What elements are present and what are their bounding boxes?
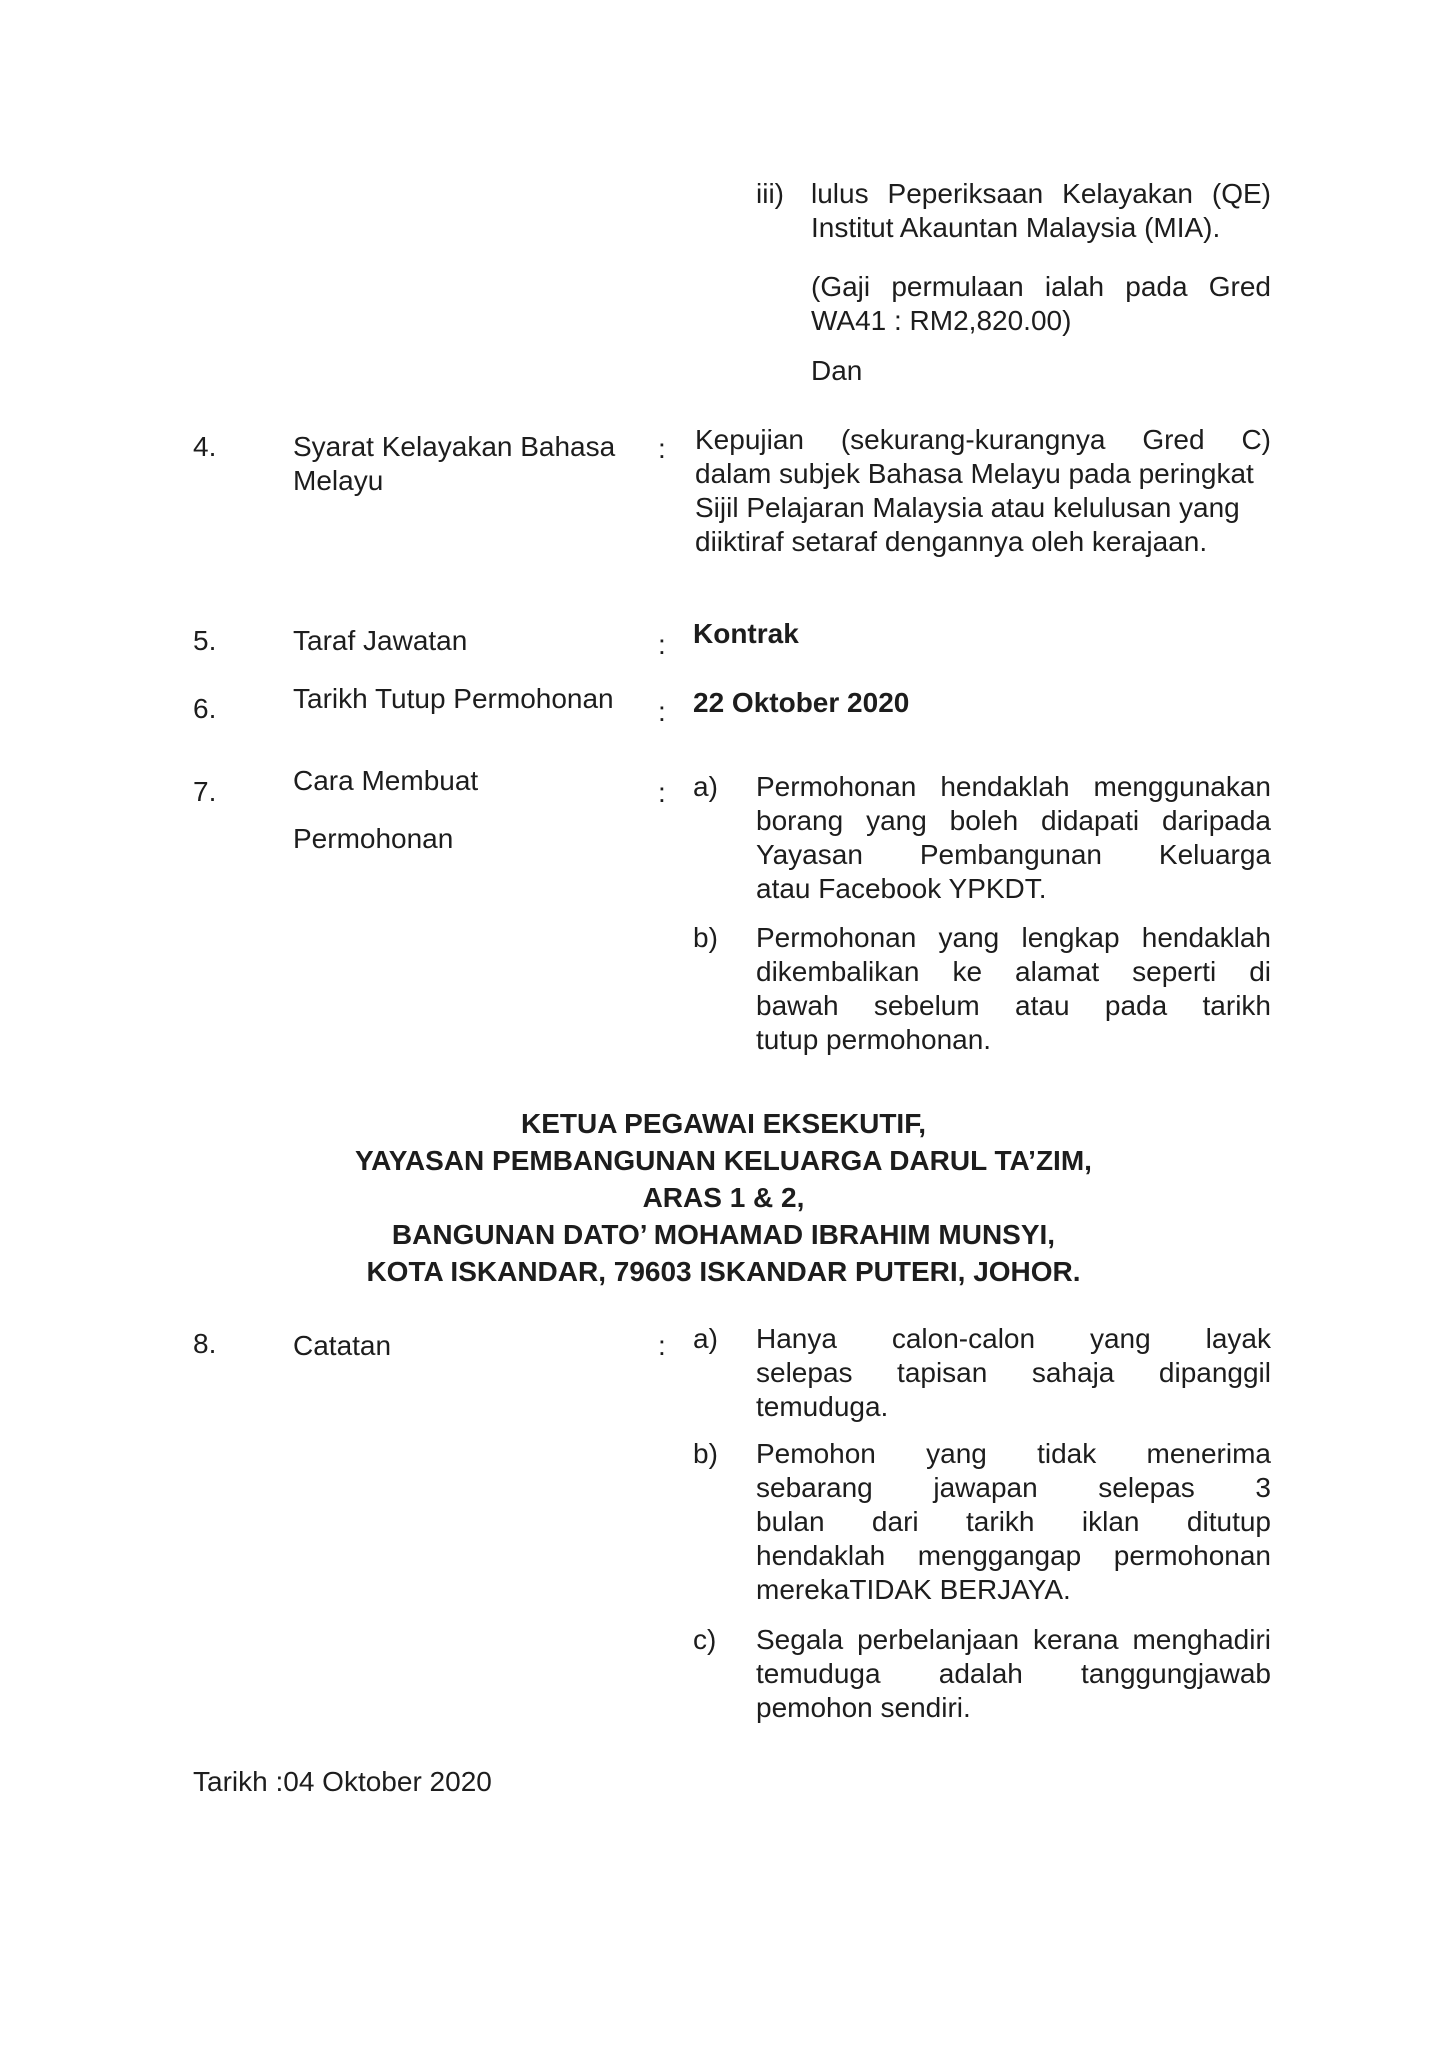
item-8c-line-3: pemohon sendiri.	[756, 1692, 971, 1723]
date-line: Tarikh :04 Oktober 2020	[193, 1766, 492, 1797]
item-7a-marker: a)	[693, 771, 718, 802]
item-7a-line-2: borang yang boleh didapati daripada	[756, 805, 1271, 836]
item-7-colon: :	[658, 777, 666, 808]
item-8a-line-1: Hanya calon-calon yang layak	[756, 1323, 1271, 1354]
item-5-value: Kontrak	[693, 618, 799, 649]
item-4-colon: :	[658, 433, 666, 464]
item-8-number: 8.	[193, 1328, 217, 1359]
item-7-label-line-1: Cara Membuat	[293, 765, 479, 796]
item-8b-line-5: merekaTIDAK BERJAYA.	[756, 1574, 1071, 1605]
item-7a-line-4: atau Facebook YPKDT.	[756, 873, 1047, 904]
salary-line-2: WA41 : RM2,820.00)	[811, 305, 1072, 336]
address-line-3: ARAS 1 & 2,	[642, 1182, 805, 1213]
connector-dan: Dan	[811, 355, 863, 386]
address-line-4: BANGUNAN DATO’ MOHAMAD IBRAHIM MUNSYI,	[391, 1219, 1056, 1250]
item-4-value-line-4: diiktiraf setaraf dengannya oleh kerajaan.	[695, 526, 1208, 557]
item-4-number: 4.	[193, 431, 217, 462]
section-iii-line-2: Institut Akauntan Malaysia (MIA).	[811, 212, 1221, 243]
item-8c-line-2: temuduga adalah tanggungjawab	[756, 1658, 1271, 1689]
section-iii-line-1: lulus Peperiksaan Kelayakan (QE)	[811, 178, 1271, 209]
item-7-number: 7.	[193, 776, 217, 807]
item-5-colon: :	[658, 629, 666, 660]
address-line-2: YAYASAN PEMBANGUNAN KELUARGA DARUL TA’ZIM,	[355, 1145, 1092, 1176]
item-8-label: Catatan	[293, 1330, 392, 1361]
item-5-number: 5.	[193, 625, 217, 656]
item-4-value-line-1: Kepujian (sekurang-kurangnya Gred C)	[695, 424, 1271, 455]
item-7a-line-3: Yayasan Pembangunan Keluarga	[756, 839, 1271, 870]
salary-line-1: (Gaji permulaan ialah pada Gred	[811, 271, 1271, 302]
item-8c-marker: c)	[693, 1624, 717, 1655]
item-8a-marker: a)	[693, 1323, 718, 1354]
item-7a-line-1: Permohonan hendaklah menggunakan	[756, 771, 1271, 802]
item-8b-line-4: hendaklah menggangap permohonan	[756, 1540, 1271, 1571]
item-6-label: Tarikh Tutup Permohonan	[293, 683, 614, 714]
item-8a-line-3: temuduga.	[756, 1391, 889, 1422]
item-7b-line-1: Permohonan yang lengkap hendaklah	[756, 922, 1271, 953]
address-line-1: KETUA PEGAWAI EKSEKUTIF,	[520, 1108, 926, 1139]
item-7b-line-2: dikembalikan ke alamat seperti di	[756, 956, 1271, 987]
item-7-label-line-2: Permohonan	[293, 823, 454, 854]
item-7b-line-4: tutup permohonan.	[756, 1024, 992, 1055]
item-7b-line-3: bawah sebelum atau pada tarikh	[756, 990, 1271, 1021]
item-8c-line-1: Segala perbelanjaan kerana menghadiri	[756, 1624, 1271, 1655]
section-iii-marker: iii)	[756, 178, 784, 209]
item-4-value-line-3: Sijil Pelajaran Malaysia atau kelulusan yang	[695, 492, 1240, 523]
item-8b-marker: b)	[693, 1438, 718, 1469]
item-7b-marker: b)	[693, 922, 718, 953]
item-5-label: Taraf Jawatan	[293, 625, 468, 656]
item-8b-line-2: sebarang jawapan selepas 3	[756, 1472, 1271, 1503]
item-4-label-line-1: Syarat Kelayakan Bahasa	[293, 431, 616, 462]
item-4-value-line-2: dalam subjek Bahasa Melayu pada peringkat	[695, 458, 1254, 489]
item-6-number: 6.	[193, 693, 217, 724]
item-8-colon: :	[658, 1330, 666, 1361]
item-6-colon: :	[658, 696, 666, 727]
item-8b-line-3: bulan dari tarikh iklan ditutup	[756, 1506, 1271, 1537]
item-6-value: 22 Oktober 2020	[693, 687, 910, 718]
item-4-label-line-2: Melayu	[293, 465, 384, 496]
item-8a-line-2: selepas tapisan sahaja dipanggil	[756, 1357, 1271, 1388]
address-line-5: KOTA ISKANDAR, 79603 ISKANDAR PUTERI, JOHOR.	[366, 1256, 1081, 1287]
item-8b-line-1: Pemohon yang tidak menerima	[756, 1438, 1271, 1469]
